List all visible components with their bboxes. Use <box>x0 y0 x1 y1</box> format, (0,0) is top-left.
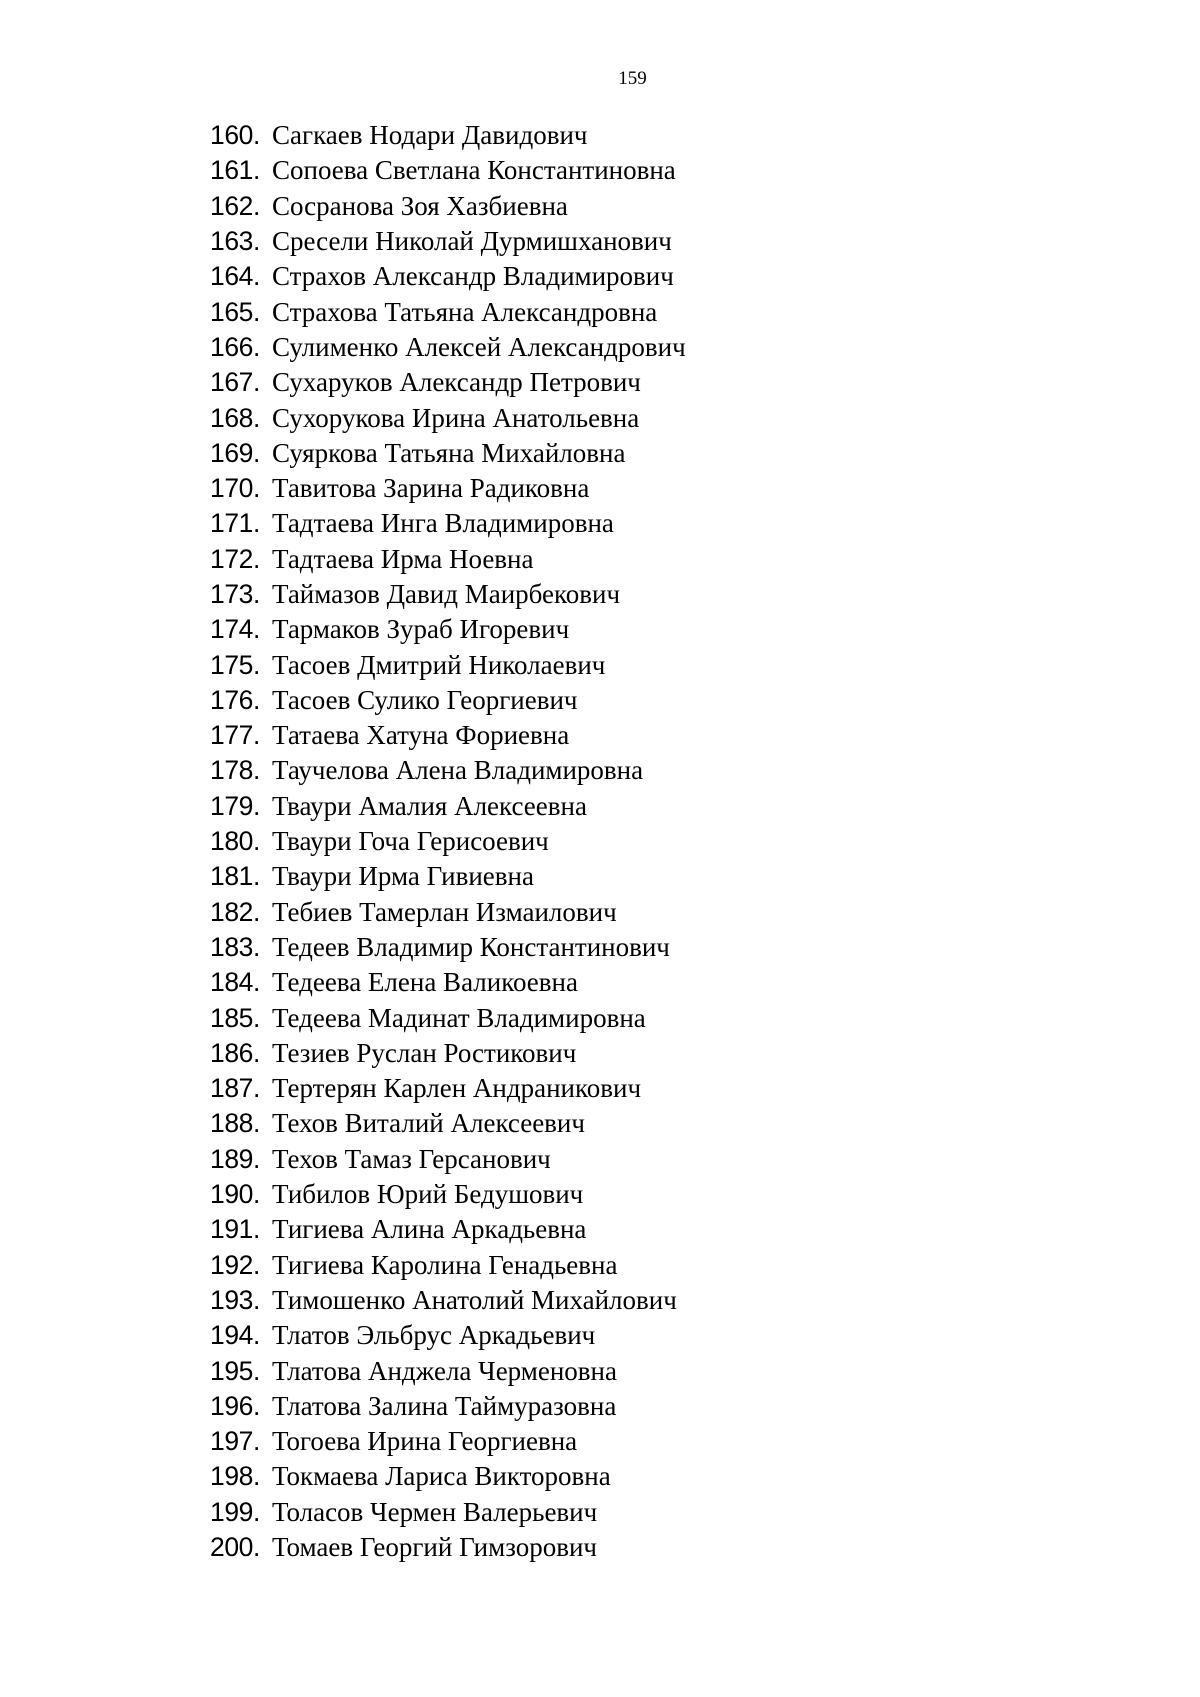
list-item <box>210 789 686 824</box>
person-name: Тезиев Руслан Ростикович <box>272 1037 577 1068</box>
list-item <box>210 294 686 329</box>
list-item <box>210 1424 686 1459</box>
item-number: 166. <box>210 331 260 362</box>
list-item <box>210 612 686 647</box>
item-number: 199. <box>210 1496 260 1527</box>
list-item <box>210 506 686 541</box>
person-name: Тимошенко Анатолий Михайлович <box>272 1284 677 1315</box>
item-number: 179. <box>210 790 260 821</box>
list-item <box>210 1248 686 1283</box>
list-item <box>210 753 686 788</box>
item-number: 188. <box>210 1108 260 1139</box>
person-name: Сухаруков Александр Петрович <box>272 367 641 398</box>
person-name: Сопоева Светлана Константиновна <box>272 155 676 186</box>
person-name: Тогоева Ирина Георгиевна <box>272 1426 578 1457</box>
item-number: 162. <box>210 190 260 221</box>
item-number: 197. <box>210 1426 260 1457</box>
item-number: 193. <box>210 1284 260 1315</box>
person-name: Тлатова Анджела Черменовна <box>272 1355 617 1386</box>
list-item <box>210 1036 686 1071</box>
list-item <box>210 895 686 930</box>
item-number: 173. <box>210 579 260 609</box>
item-number: 169. <box>210 437 260 468</box>
person-name: Таймазов Давид Маирбекович <box>272 579 621 609</box>
item-number: 192. <box>210 1249 260 1280</box>
person-name: Тавитова Зарина Радиковна <box>272 473 590 504</box>
item-number: 164. <box>210 261 260 292</box>
person-name: Тедеева Елена Валикоевна <box>272 967 578 998</box>
person-name: Тебиев Тамерлан Измаилович <box>272 896 617 927</box>
item-number: 163. <box>210 226 260 257</box>
item-number: 182. <box>210 896 260 927</box>
item-number: 200. <box>210 1532 260 1563</box>
list-item <box>210 259 686 294</box>
person-name: Тлатов Эльбрус Аркадьевич <box>272 1320 596 1351</box>
item-number: 190. <box>210 1179 260 1210</box>
list-item <box>210 718 686 753</box>
person-name: Сагкаев Нодари Давидович <box>272 120 588 151</box>
person-name: Тигиева Алина Аркадьевна <box>272 1214 587 1245</box>
item-number: 183. <box>210 931 260 962</box>
list-item <box>210 824 686 859</box>
list-item <box>210 436 686 471</box>
list-item <box>210 965 686 1000</box>
item-number: 191. <box>210 1214 260 1245</box>
person-name: Токмаева Лариса Викторовна <box>272 1461 611 1492</box>
item-number: 198. <box>210 1461 260 1492</box>
list-item <box>210 1318 686 1353</box>
item-number: 195. <box>210 1355 260 1386</box>
list-item <box>210 1353 686 1388</box>
person-name: Тибилов Юрий Бедушович <box>272 1179 584 1210</box>
person-name: Тлатова Залина Таймуразовна <box>272 1390 617 1421</box>
item-number: 178. <box>210 755 260 786</box>
item-number: 196. <box>210 1390 260 1421</box>
person-name: Тигиева Каролина Генадьевна <box>272 1249 618 1280</box>
page-number: 159 <box>618 68 647 89</box>
person-name: Тедеева Мадинат Владимировна <box>272 1002 646 1033</box>
item-number: 176. <box>210 684 260 715</box>
person-name: Тедеев Владимир Константинович <box>272 931 670 962</box>
list-item <box>210 471 686 506</box>
person-name: Техов Виталий Алексеевич <box>272 1108 585 1139</box>
person-name: Тваури Амалия Алексеевна <box>272 790 587 821</box>
list-item <box>210 118 686 153</box>
person-name: Сресели Николай Дурмишханович <box>272 226 672 257</box>
item-number: 177. <box>210 720 260 751</box>
list-item <box>210 224 686 259</box>
list-item <box>210 330 686 365</box>
person-name: Тваури Ирма Гивиевна <box>272 861 534 892</box>
person-name: Техов Тамаз Герсанович <box>272 1143 551 1174</box>
person-name: Тадтаева Ирма Ноевна <box>272 543 534 574</box>
list-item <box>210 542 686 577</box>
item-number: 161. <box>210 155 260 186</box>
item-number: 160. <box>210 120 260 151</box>
person-name: Сухорукова Ирина Анатольевна <box>272 402 640 433</box>
list-item <box>210 365 686 400</box>
item-number: 189. <box>210 1143 260 1174</box>
item-number: 187. <box>210 1073 260 1104</box>
list-item <box>210 1283 686 1318</box>
item-number: 167. <box>210 367 260 398</box>
person-name: Страхова Татьяна Александровна <box>272 296 658 327</box>
list-item <box>210 153 686 188</box>
person-name: Сулименко Алексей Александрович <box>272 331 686 362</box>
person-name: Тваури Гоча Герисоевич <box>272 826 549 857</box>
list-item <box>210 859 686 894</box>
list-item <box>210 577 686 612</box>
person-name: Томаев Георгий Гимзорович <box>272 1532 597 1563</box>
list-item <box>210 1142 686 1177</box>
item-number: 172. <box>210 543 260 574</box>
person-name: Таучелова Алена Владимировна <box>272 755 644 786</box>
list-item <box>210 1212 686 1247</box>
list-item <box>210 1106 686 1141</box>
person-name: Толасов Чермен Валерьевич <box>272 1496 598 1527</box>
list-item <box>210 1071 686 1106</box>
person-name: Тасоев Дмитрий Николаевич <box>272 649 606 680</box>
list-item <box>210 1177 686 1212</box>
item-number: 171. <box>210 508 260 539</box>
item-number: 168. <box>210 402 260 433</box>
list-item <box>210 1495 686 1530</box>
person-name: Тадтаева Инга Владимировна <box>272 508 614 539</box>
list-item <box>210 647 686 682</box>
name-list <box>210 118 686 1565</box>
list-item <box>210 400 686 435</box>
item-number: 174. <box>210 614 260 645</box>
list-item <box>210 683 686 718</box>
list-item <box>210 1530 686 1565</box>
person-name: Суяркова Татьяна Михайловна <box>272 437 626 468</box>
person-name: Тертерян Карлен Андраникович <box>272 1073 642 1104</box>
list-item <box>210 930 686 965</box>
person-name: Тасоев Сулико Георгиевич <box>272 684 578 715</box>
item-number: 181. <box>210 861 260 892</box>
item-number: 170. <box>210 473 260 504</box>
person-name: Сосранова Зоя Хазбиевна <box>272 190 568 221</box>
item-number: 180. <box>210 826 260 857</box>
person-name: Татаева Хатуна Фориевна <box>272 720 570 751</box>
item-number: 185. <box>210 1002 260 1033</box>
item-number: 186. <box>210 1037 260 1068</box>
list-item <box>210 1459 686 1494</box>
list-item <box>210 1000 686 1035</box>
person-name: Тармаков Зураб Игоревич <box>272 614 570 645</box>
item-number: 194. <box>210 1320 260 1351</box>
list-item <box>210 189 686 224</box>
person-name: Страхов Александр Владимирович <box>272 261 674 292</box>
item-number: 175. <box>210 649 260 680</box>
item-number: 165. <box>210 296 260 327</box>
list-item <box>210 1389 686 1424</box>
item-number: 184. <box>210 967 260 998</box>
